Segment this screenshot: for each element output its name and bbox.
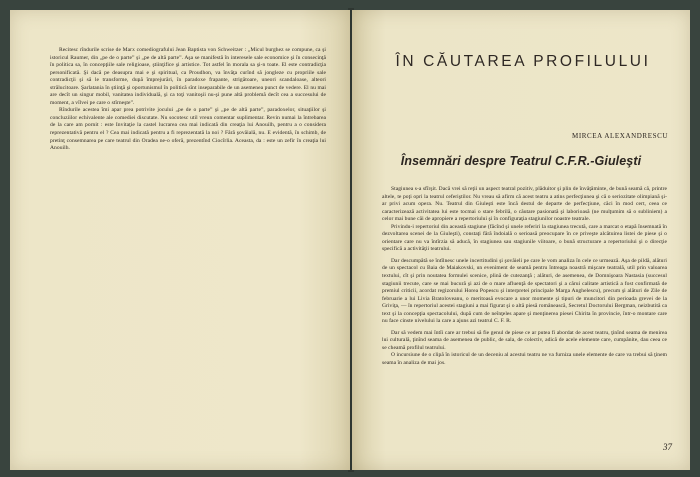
section-title: ÎN CĂUTAREA PROFILULUI: [395, 53, 651, 70]
left-page: [10, 10, 350, 470]
right-text-column: [382, 186, 667, 368]
right-paragraph: O incursiune de o clipă în istoricul de un deceniu al acestui teatru ne va furniza unele elemente de care va trebui să ţinem seama în analiza de mai jos.: [382, 352, 667, 367]
right-paragraph: Dar descumpătă se întîlnesc unele incertitudini şi şovăieli pe care le vom analiza în cele ce urmează. Aşa de pildă, alături de un spectacol cu Baia de Maiakovski, un eveniment de seamă pentru întreaga noastră mişcare teatrală, util prin valoarea textului, cît şi prin noutatea formulei scenice, plină de cutezanţă ; alături, de asemenea, de Domnişoara Nastasia (succesul stagiunii trecute, care se mai bucură şi azi de o mare afluenţă de spectatori şi a cărui calitate artistică a fost confirmată de premiul criticii, acordat regizorului Horea Popescu şi interpretei principale Marga Anghelescu), precum şi alături de Zile de februarie a lui Livia Bratoloveanu, o meritoasă evocare a unor momente şi tipuri de muncitori din perioada grevei de la Griviţa, — în repertoriul acestei stagiuni a mai figurat şi o altă piesă românească, Secretul Doctorului Bergman, neizbutită ca text şi la concepţia spectacolului, după cum de neînţeles apare şi menţinerea piesei Chirita în provincie, într-o montare care nu face cinste nivelului la care a ajuns azi teatrul C. F. R.: [382, 257, 667, 325]
left-paragraph: Recitesc rîndurile scrise de Marx comediografului Jean Baptista von Schweitzer : „Micul burghez se compune, ca şi istoricul Raumer, din „pe de o parte” şi „pe de altă parte”. Aşa se manifestă în interesele sale economice şi în consecinţă în politica sa, în concepţiile sale religioase, ştiinţifice şi artistice. Tot astfel în morala sa şi-n toate. El este contradicţia personificată. Şi dacă pe deasupra mai e şi spiritual, ca Proudhon, va învăţa curînd să jongleze cu propriile sale contradicţii şi să le transforme, după împrejurări, în paradoxe frapante, strigătoare, uneori scandaloase, alteori strălucitoare. Şarlatania în ştiinţă şi oportunismul în politică sînt inseparabile de un asemenea punct de vedere. El nu mai are decît un singur mobil, vanitatea individuală, şi ca toţi vanitoşii nu-şi pune altă problemă decît cea a succesului de moment, a vîlvei pe care o stîrneşte”.: [50, 47, 326, 106]
right-paragraph: Privindu-i repertoriul din această stagiune (făcînd şi unele referiri la stagiunea trecută, care a marcat o etapă însemnată în dezvoltarea scenei de la Giuleşti), constaţi fără îndoială o serioasă preocupare în ce priveşte alcătuirea listei de piese şi o orientare care nu va întîrzia să aducă, în stagiunea sau stagiunile viitoare, o bună structurare a repertoriului şi o direcţie specifică a activităţii teatrului.: [382, 223, 667, 253]
right-paragraph: Stagiunea s-a sfîrşit. Dacă vrei să reţii un aspect teatral pozitiv, plăduitor şi plin de învăţăminte, de bună seamă că, printre altele, te poţi opri la teatrul ceferiştilor. Nu vreau să afirm că acest teatru a atins perfecţiunea şi că o seriozitate olimpiană şi-ar privi acum opera. Nu. Teatrul din Giuleşti este încă destul de departe de perfecţiune, căci în mod cert, ceea ce caracterizează activitatea lui este tocmai o stare febrilă, o căutare pasionată şi laborioasă (ne mulţumim să o subliniem) a celor mai bune căi de apropiere a repertoriului şi în configuraţia stagiunilor noastre teatrale.: [382, 186, 667, 223]
article-heading: Însemnări despre Teatrul C.F.R.-Giuleşti: [400, 154, 642, 168]
right-page: [352, 10, 690, 470]
left-paragraph: Rîndurile acestea îmi apar prea potrivite jocului „pe de o parte” şi „pe de altă parte”, paradoxelor, situaţiilor şi concluziilor echivalente ale comediei discutate. Nu socotesc util vreun comentar suplimentar. Revin numai la întrebarea de la care am pornit : este Invitaţie la castel lucrarea cea mai indicată din creaţia lui Anouilh, pentru a o considera reprezentativă pentru el ? Cea mai indicată pentru a fi reprezentată la noi ? Fără şovăială, nu. E evidentă, în schimb, de pretinţ consemnarea pe care teatrul din Oradea ne-o oferă, prezentînd Ciocîrlia. Aceasta, da : este un zefir în creaţia lui Anouilh.: [50, 107, 326, 152]
left-text-column: [50, 47, 326, 153]
right-paragraph: Dar să vedem mai întîi care ar trebui să fie genul de piese ce ar putea fi abordat de acest teatru, ţinînd seama de menirea lui culturală, ţinînd seama de asemenea de public, de sala, de colectiv, adică de acele elemente care, cumpănite, dau ceea ce se cheamă profilul teatrului.: [382, 329, 667, 351]
article-author: MIRCEA ALEXANDRESCU: [572, 132, 668, 140]
page-number: 37: [663, 442, 672, 452]
